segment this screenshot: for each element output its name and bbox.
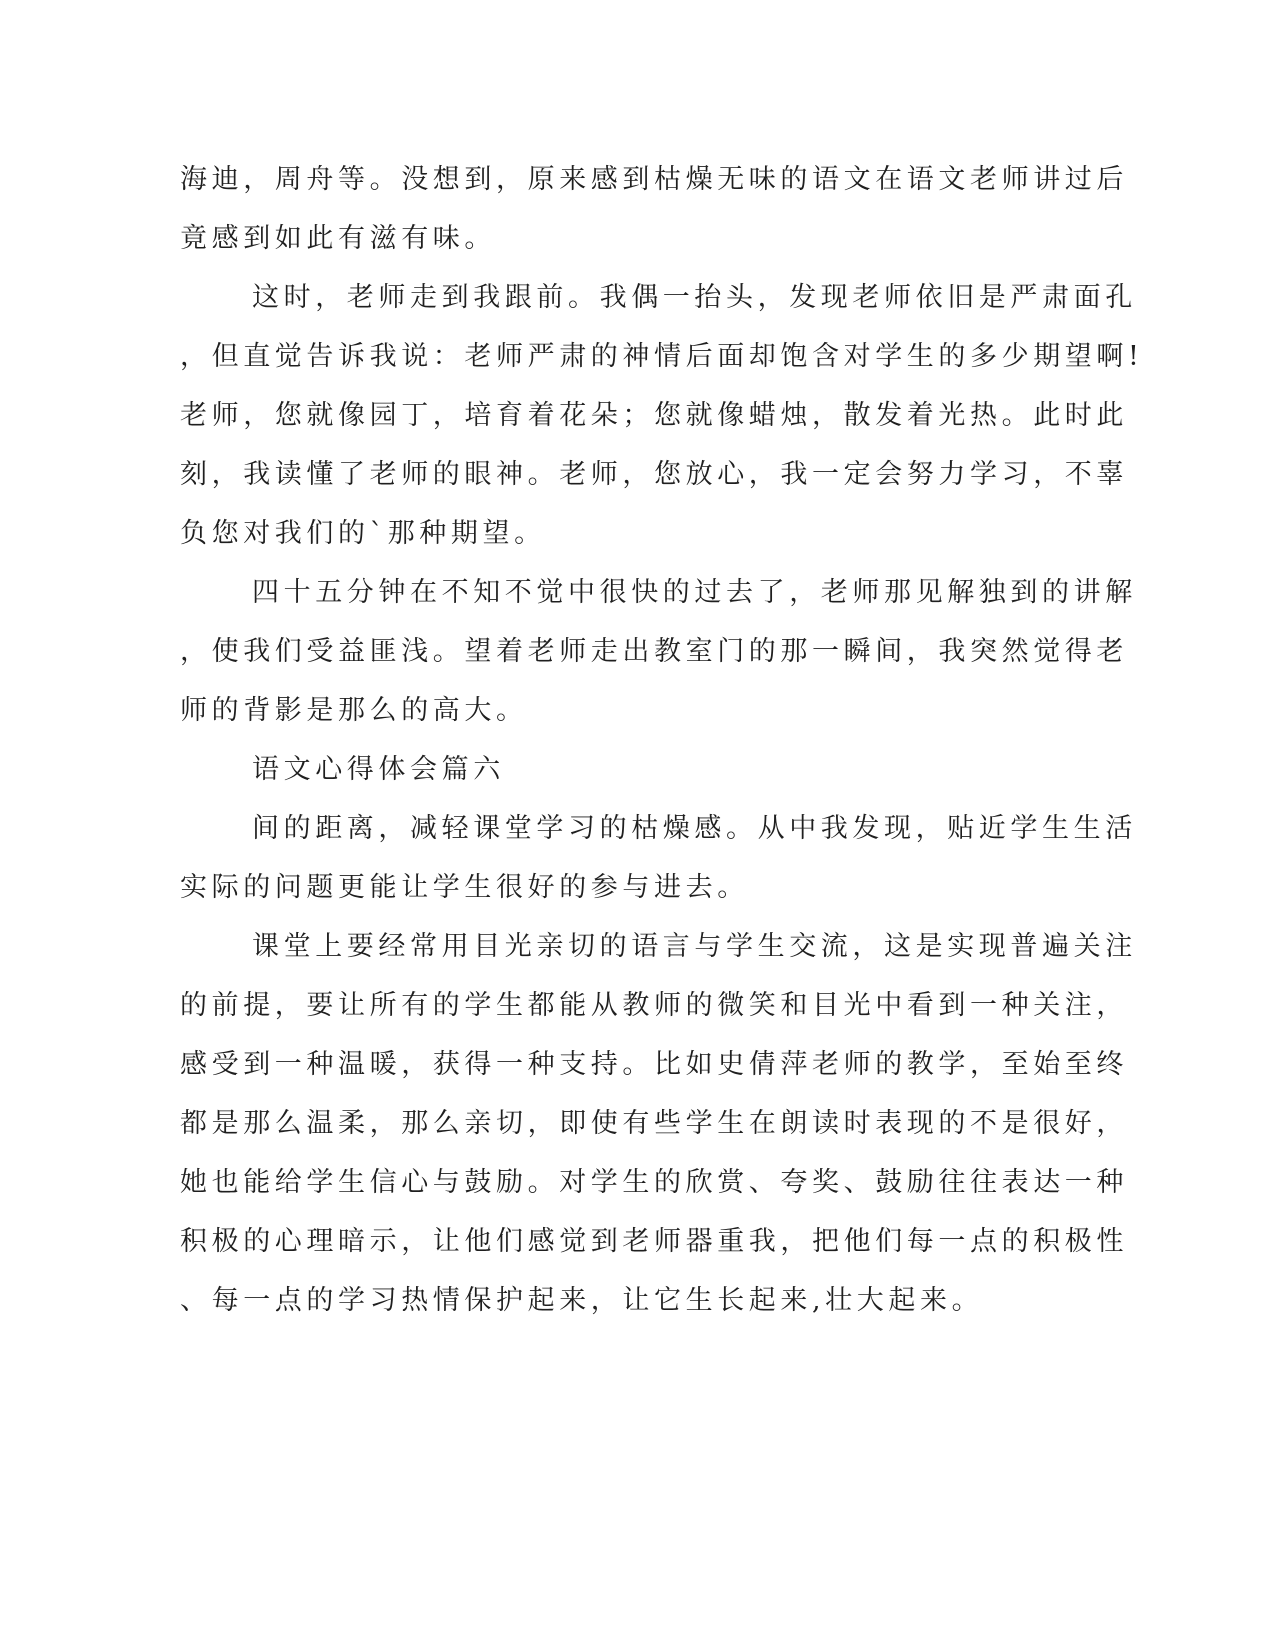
text-line: 都是那么温柔，那么亲切，即使有些学生在朗读时表现的不是很好， (180, 1108, 1128, 1139)
text-line: 实际的问题更能让学生很好的参与进去。 (180, 872, 749, 903)
paragraph-first-line: 四十五分钟在不知不觉中很快的过去了，老师那见解独到的讲解 (252, 577, 1137, 608)
text-line: 竟感到如此有滋有味。 (180, 223, 496, 254)
paragraph-first-line: 这时，老师走到我跟前。我偶一抬头，发现老师依旧是严肃面孔 (252, 282, 1137, 313)
text-line: 积极的心理暗示，让他们感觉到老师器重我，把他们每一点的积极性 (180, 1226, 1128, 1257)
text-line: 师的背影是那么的高大。 (180, 695, 528, 726)
paragraph-first-line: 间的距离，减轻课堂学习的枯燥感。从中我发现，贴近学生生活 (252, 813, 1137, 844)
text-line: 负您对我们的`那种期望。 (180, 518, 546, 549)
text-line: 老师，您就像园丁，培育着花朵；您就像蜡烛，散发着光热。此时此 (180, 400, 1128, 431)
text-line: 海迪，周舟等。没想到，原来感到枯燥无味的语文在语文老师讲过后 (180, 164, 1128, 195)
text-line: 、每一点的学习热情保护起来，让它生长起来,壮大起来。 (180, 1285, 984, 1316)
text-line: 感受到一种温暖，获得一种支持。比如史倩萍老师的教学，至始至终 (180, 1049, 1128, 1080)
text-line: ，使我们受益匪浅。望着老师走出教室门的那一瞬间，我突然觉得老 (180, 636, 1128, 667)
text-line: ，但直觉告诉我说：老师严肃的神情后面却饱含对学生的多少期望啊! (180, 341, 1144, 372)
section-heading: 语文心得体会篇六 (252, 754, 505, 785)
paragraph-first-line: 课堂上要经常用目光亲切的语言与学生交流，这是实现普遍关注 (252, 931, 1137, 962)
text-line: 她也能给学生信心与鼓励。对学生的欣赏、夸奖、鼓励往往表达一种 (180, 1167, 1128, 1198)
text-line: 刻，我读懂了老师的眼神。老师，您放心，我一定会努力学习，不辜 (180, 459, 1128, 490)
text-line: 的前提，要让所有的学生都能从教师的微笑和目光中看到一种关注， (180, 990, 1128, 1021)
